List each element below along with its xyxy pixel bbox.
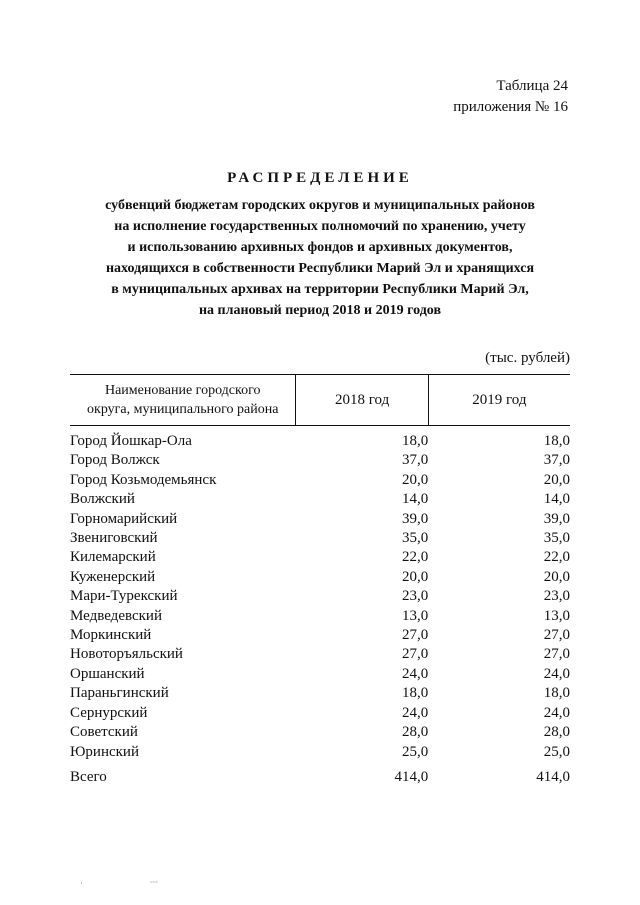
total-2018: 414,0 [394, 768, 429, 785]
row-2019: 23,0 [543, 588, 570, 605]
table-row [70, 451, 570, 470]
row-name: Мари-Турекский [70, 588, 178, 605]
table-row [70, 529, 570, 548]
table-row [70, 510, 570, 529]
table-reference [453, 76, 568, 118]
document-subtitle [70, 195, 570, 321]
table-number: Таблица 24 [496, 78, 568, 94]
row-2018: 39,0 [401, 510, 429, 527]
scan-artifact: ˜˜˜ [150, 880, 158, 889]
table-row [70, 432, 570, 451]
table-row [70, 645, 570, 664]
row-2018: 24,0 [401, 704, 429, 721]
table-row [70, 723, 570, 742]
row-2018: 18,0 [401, 433, 429, 449]
row-2019: 39,0 [543, 510, 570, 527]
row-2019: 18,0 [543, 433, 570, 449]
row-2019: 24,0 [543, 665, 570, 682]
table-total-row [70, 768, 570, 787]
row-2018: 14,0 [401, 491, 429, 508]
subtitle-line: находящихся в собственности Республики Марий Эл и хранящихся [105, 261, 535, 276]
row-name: Советский [70, 724, 138, 741]
subtitle-line: и использованию архивных фондов и архивных документов, [127, 240, 513, 255]
table-row [70, 568, 570, 587]
row-2018: 18,0 [401, 685, 429, 702]
row-name: Параньгинский [70, 685, 169, 702]
table-row [70, 548, 570, 567]
scan-artifact: · [80, 878, 84, 888]
row-name: Город Волжск [70, 452, 160, 469]
row-name: Сернурский [70, 704, 148, 721]
header-name-line2: округа, муниципального района [87, 402, 279, 417]
header-name [70, 375, 296, 426]
row-2019: 20,0 [543, 568, 570, 585]
row-2019: 18,0 [543, 685, 570, 702]
row-name: Юринский [70, 743, 139, 760]
row-name: Горномарийский [70, 510, 178, 527]
header-year-2019: 2019 год [428, 375, 570, 426]
row-name: Волжский [70, 491, 135, 508]
row-2019: 25,0 [543, 743, 570, 760]
row-2019: 22,0 [543, 549, 570, 566]
row-2018: 13,0 [401, 607, 429, 624]
total-2019: 414,0 [536, 768, 570, 785]
table-row [70, 490, 570, 509]
row-name: Звениговский [70, 530, 158, 547]
row-2018: 27,0 [401, 646, 429, 663]
subtitle-line: в муниципальных архивах на территории Республики Марий Эл, [111, 282, 529, 297]
document-heading: РАСПРЕДЕЛЕНИЕ [227, 170, 413, 186]
row-name: Город Козьмодемьянск [70, 471, 217, 488]
total-name: Всего [70, 768, 107, 785]
table-header-row [70, 375, 570, 426]
row-2018: 24,0 [401, 665, 429, 682]
table-row [70, 684, 570, 703]
row-2018: 28,0 [401, 724, 429, 741]
row-2018: 23,0 [401, 588, 429, 605]
row-2018: 35,0 [401, 530, 429, 547]
table-row [70, 626, 570, 645]
subtitle-line: на исполнение государственных полномочий по хранению, учету [114, 219, 526, 234]
subvention-table [70, 374, 570, 787]
subtitle-line: субвенций бюджетам городских округов и муниципальных районов [105, 198, 535, 213]
row-2019: 27,0 [543, 627, 570, 644]
table-row [70, 587, 570, 606]
row-name: Моркинский [70, 627, 152, 644]
row-2018: 27,0 [401, 627, 429, 644]
row-2019: 20,0 [543, 471, 570, 488]
row-name: Город Йошкар-Ола [70, 433, 192, 449]
row-2018: 20,0 [401, 568, 429, 585]
header-name-line1: Наименование городского [104, 383, 261, 398]
row-2019: 14,0 [543, 491, 570, 508]
subtitle-line: на плановый период 2018 и 2019 годов [198, 303, 442, 318]
row-2019: 35,0 [543, 530, 570, 547]
row-2019: 24,0 [543, 704, 570, 721]
document-title-block [70, 170, 570, 321]
row-name: Медведевский [70, 607, 162, 624]
row-name: Куженерский [70, 568, 156, 585]
table-row [70, 743, 570, 762]
row-2018: 37,0 [401, 452, 429, 469]
row-2019: 37,0 [543, 452, 570, 469]
table-row [70, 704, 570, 723]
row-name: Новоторъяльский [70, 646, 183, 663]
row-2019: 27,0 [543, 646, 570, 663]
row-2019: 28,0 [543, 724, 570, 741]
row-name: Килемарский [70, 549, 156, 566]
row-2018: 22,0 [401, 549, 429, 566]
row-2018: 25,0 [401, 743, 429, 760]
row-2019: 13,0 [543, 607, 570, 624]
appendix-number: приложения № 16 [453, 99, 568, 115]
row-2018: 20,0 [401, 471, 429, 488]
table-row [70, 471, 570, 490]
table-row [70, 607, 570, 626]
table-row [70, 665, 570, 684]
header-year-2018: 2018 год [296, 375, 428, 426]
unit-label: (тыс. рублей) [485, 350, 570, 366]
row-name: Оршанский [70, 665, 145, 682]
